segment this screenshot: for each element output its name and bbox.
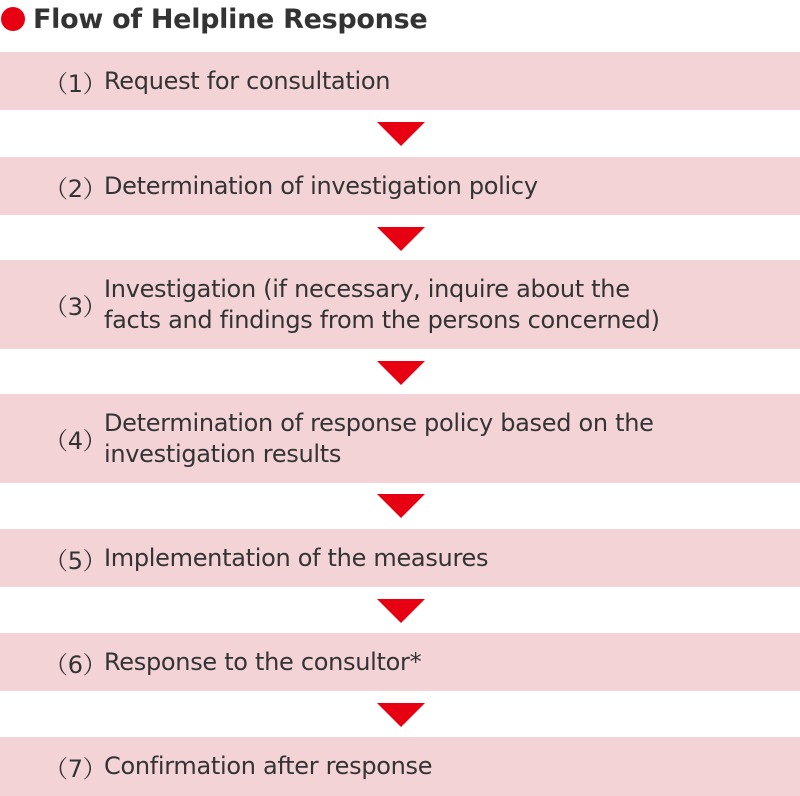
flow-step-4: [0, 394, 800, 483]
page-title-row: [0, 0, 800, 38]
down-arrow-icon: [377, 599, 425, 623]
down-arrow-icon: [377, 122, 425, 146]
flow-step-3: [0, 260, 800, 349]
step-number: （7）: [44, 755, 107, 783]
step-label: Response to the consultor*: [104, 647, 422, 676]
step-number: （6）: [44, 650, 107, 679]
step-number: （1）: [44, 69, 107, 98]
step-label: Request for consultation: [104, 66, 391, 95]
flow-step-7: [0, 737, 800, 796]
down-arrow-icon: [377, 361, 425, 385]
flow-step-1: [0, 52, 800, 110]
down-arrow-icon: [377, 703, 425, 727]
step-label: Investigation (if necessary, inquire about the facts and findings from the persons concerned): [104, 274, 660, 334]
red-dot-icon: [1, 7, 25, 31]
step-label: Confirmation after response: [104, 752, 433, 780]
step-label: Determination of response policy based on the investigation results: [104, 408, 654, 468]
step-number: （2）: [44, 174, 107, 203]
flow-step-5: [0, 529, 800, 587]
down-arrow-icon: [377, 494, 425, 518]
flow-step-2: [0, 157, 800, 215]
page-title: Flow of Helpline Response: [33, 3, 428, 35]
down-arrow-icon: [377, 227, 425, 251]
flow-step-6: [0, 633, 800, 691]
step-number: （4）: [44, 427, 107, 455]
step-number: （3）: [44, 293, 107, 321]
step-label: Determination of investigation policy: [104, 171, 538, 200]
step-label: Implementation of the measures: [104, 543, 489, 572]
step-number: （5）: [44, 546, 107, 575]
